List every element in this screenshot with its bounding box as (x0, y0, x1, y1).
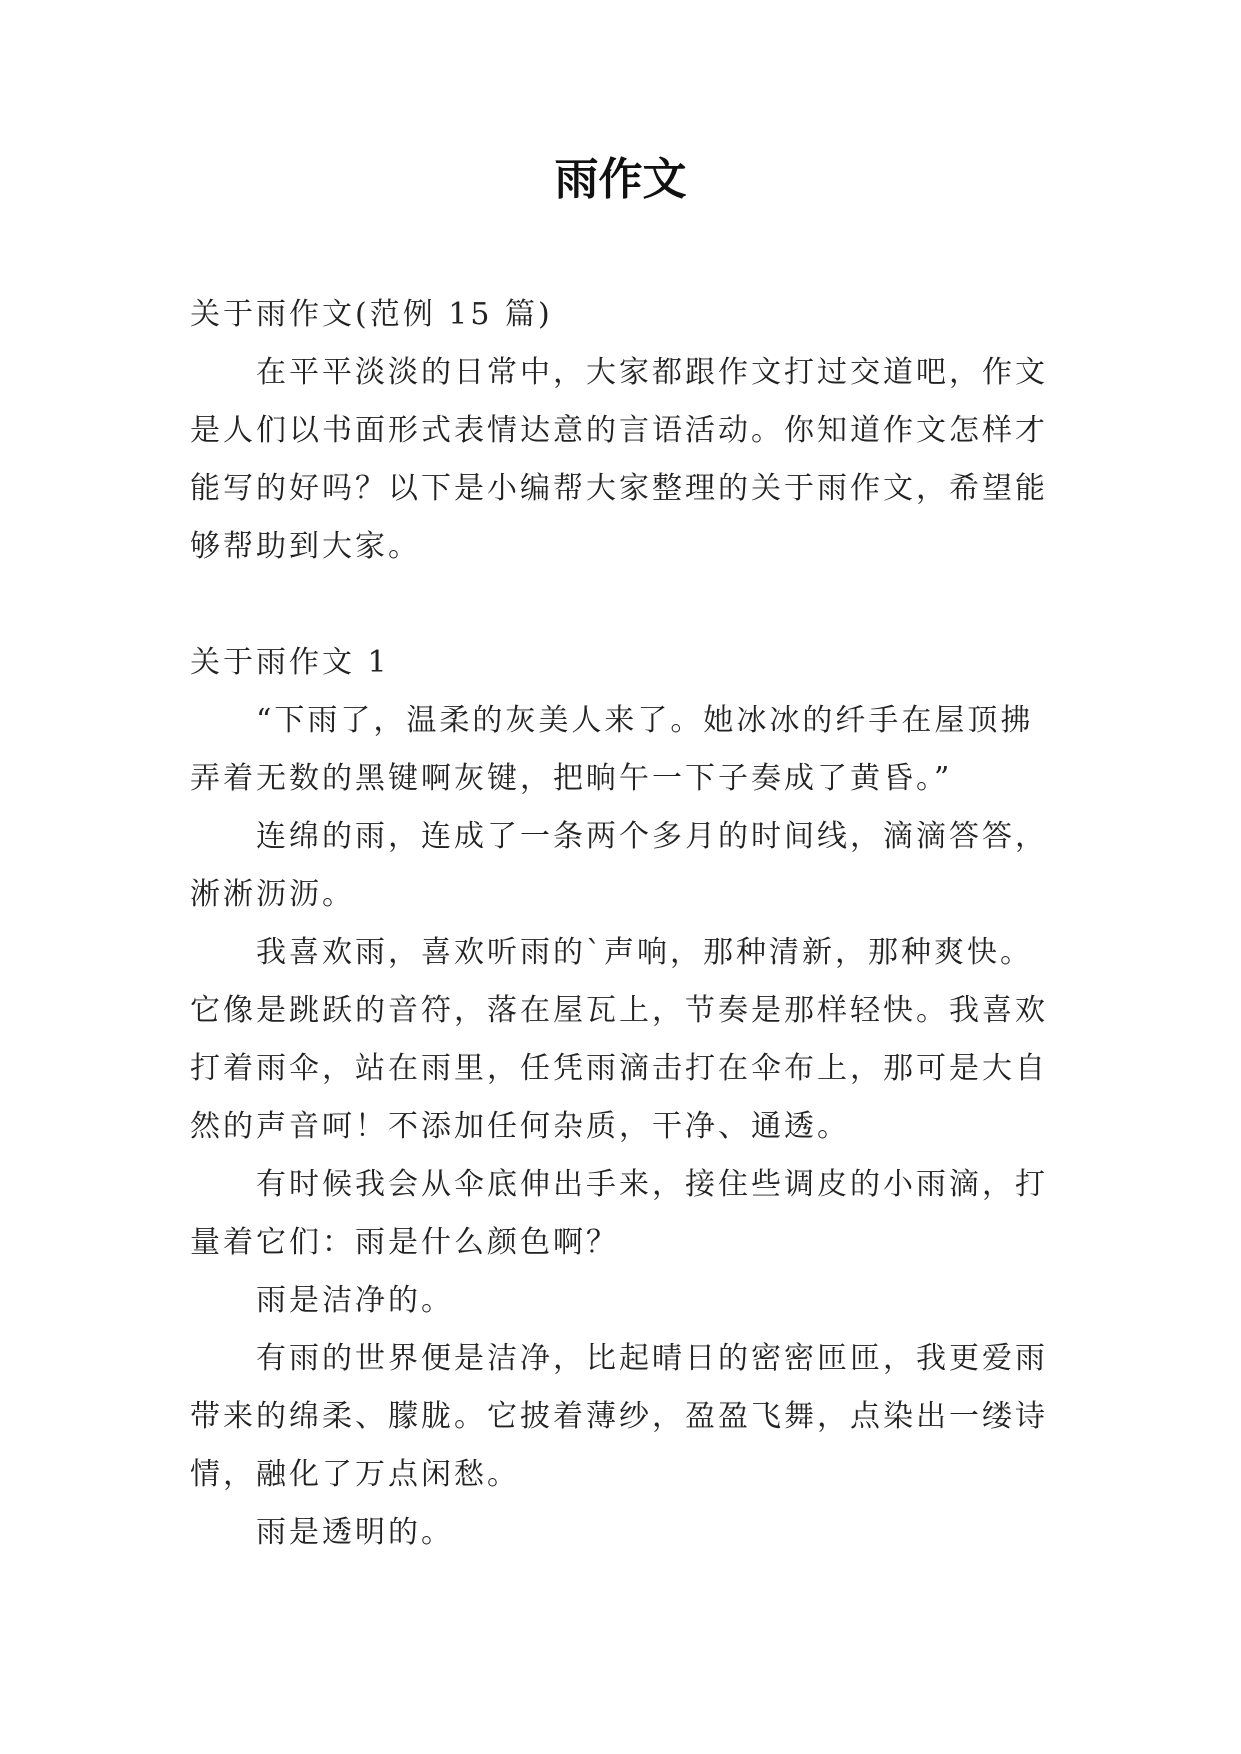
paragraph: “下雨了，温柔的灰美人来了。她冰冰的纤手在屋顶拂弄着无数的黑键啊灰键，把晌午一下子奏成了黄昏。” (190, 703, 1034, 796)
paragraph: 雨是洁净的。 (256, 1283, 454, 1318)
paragraph: 雨是透明的。 (256, 1515, 454, 1550)
paragraph: 有雨的世界便是洁净，比起晴日的密密匝匝，我更爱雨带来的绵柔、朦胧。它披着薄纱，盈盈飞舞，点染出一缕诗情，融化了万点闲愁。 (190, 1341, 1048, 1492)
paragraph: 我喜欢雨，喜欢听雨的`声响，那种清新，那种爽快。它像是跳跃的音符，落在屋瓦上，节奏是那样轻快。我喜欢打着雨伞，站在雨里，任凭雨滴击打在伞布上，那可是大自然的声音呵！不添加任何杂质，干净、通透。 (190, 935, 1048, 1144)
paragraph: 连绵的雨，连成了一条两个多月的时间线，滴滴答答，淅淅沥沥。 (190, 819, 1048, 912)
document-body (190, 286, 1052, 1562)
intro-heading: 关于雨作文(范例 15 篇) (190, 297, 553, 332)
page-title: 雨作文 (554, 154, 687, 205)
section-spacer (190, 576, 1052, 634)
section-heading: 关于雨作文 1 (190, 645, 390, 680)
paragraph: 有时候我会从伞底伸出手来，接住些调皮的小雨滴，打量着它们：雨是什么颜色啊？ (190, 1167, 1048, 1260)
intro-paragraph: 在平平淡淡的日常中，大家都跟作文打过交道吧，作文是人们以书面形式表情达意的言语活动。你知道作文怎样才能写的好吗？以下是小编帮大家整理的关于雨作文，希望能够帮助到大家。 (190, 355, 1048, 564)
